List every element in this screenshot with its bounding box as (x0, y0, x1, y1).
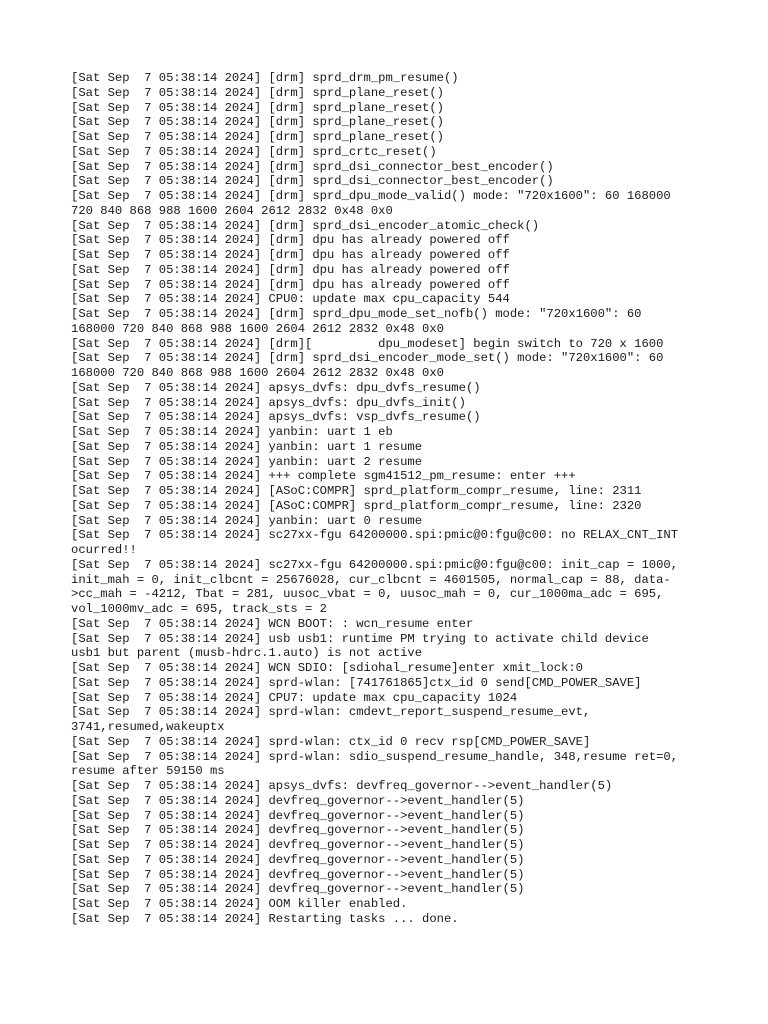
log-line: vol_1000mv_adc = 695, track_sts = 2 (71, 602, 327, 616)
log-line: [Sat Sep 7 05:38:14 2024] [drm] sprd_plane_reset() (71, 115, 444, 130)
log-line: [Sat Sep 7 05:38:14 2024] usb usb1: runtime PM trying to activate child device (71, 631, 649, 646)
log-line: [Sat Sep 7 05:38:14 2024] devfreq_governor-->event_handler(5) (71, 838, 525, 852)
log-line: [Sat Sep 7 05:38:14 2024] sc27xx-fgu 64200000.spi:pmic@0:fgu@c00: init_cap = 1000, (71, 557, 679, 572)
log-line: [Sat Sep 7 05:38:14 2024] yanbin: uart 2 resume (71, 454, 423, 469)
log-line: [Sat Sep 7 05:38:14 2024] devfreq_governor-->event_handler(5) (71, 882, 525, 897)
log-line: [Sat Sep 7 05:38:14 2024] sprd-wlan: [741761865]ctx_id 0 send[CMD_POWER_SAVE] (71, 675, 642, 690)
log-line: [Sat Sep 7 05:38:14 2024] [drm] sprd_dsi_connector_best_encoder() (71, 159, 554, 174)
log-line: [Sat Sep 7 05:38:14 2024] [drm] sprd_dpu_mode_set_nofb() mode: "720x1600": 60 (71, 307, 642, 321)
log-line: [Sat Sep 7 05:38:14 2024] devfreq_governor-->event_handler(5) (71, 793, 525, 808)
log-line: [Sat Sep 7 05:38:14 2024] [drm][ dpu_modeset] begin switch to 720 x 1600 (71, 336, 664, 351)
log-line: [Sat Sep 7 05:38:14 2024] devfreq_governor-->event_handler(5) (71, 852, 525, 867)
log-line: init_mah = 0, init_clbcnt = 25676028, cur_clbcnt = 4601505, normal_cap = 88, data- (71, 572, 671, 587)
log-line: [Sat Sep 7 05:38:14 2024] [drm] sprd_dsi_connector_best_encoder() (71, 174, 554, 189)
log-line: [Sat Sep 7 05:38:14 2024] apsys_dvfs: dpu_dvfs_resume() (71, 380, 481, 395)
log-line: [Sat Sep 7 05:38:14 2024] [drm] sprd_drm_pm_resume() (71, 71, 459, 85)
log-line: 3741,resumed,wakeuptx (71, 720, 225, 734)
log-line: [Sat Sep 7 05:38:14 2024] CPU7: update max cpu_capacity 1024 (71, 690, 518, 705)
log-line: [Sat Sep 7 05:38:14 2024] sprd-wlan: ctx_id 0 recv rsp[CMD_POWER_SAVE] (71, 734, 591, 749)
log-line: [Sat Sep 7 05:38:14 2024] [drm] sprd_dsi_encoder_atomic_check() (71, 218, 540, 233)
log-line: [Sat Sep 7 05:38:14 2024] WCN BOOT: : wcn_resume enter (71, 616, 474, 631)
log-line: [Sat Sep 7 05:38:14 2024] apsys_dvfs: devfreq_governor-->event_handler(5) (71, 779, 613, 793)
kernel-log (71, 71, 711, 927)
log-line: [Sat Sep 7 05:38:14 2024] sc27xx-fgu 64200000.spi:pmic@0:fgu@c00: no RELAX_CNT_INT (71, 528, 679, 543)
log-line: [Sat Sep 7 05:38:14 2024] Restarting tasks ... done. (71, 911, 459, 926)
log-line: [Sat Sep 7 05:38:14 2024] [drm] dpu has already powered off (71, 248, 510, 262)
log-line: 720 840 868 988 1600 2604 2612 2832 0x48 0x0 (71, 203, 393, 218)
log-line: [Sat Sep 7 05:38:14 2024] [drm] dpu has already powered off (71, 233, 510, 248)
log-line: [Sat Sep 7 05:38:14 2024] [drm] sprd_dsi_encoder_mode_set() mode: "720x1600": 60 (71, 351, 664, 366)
log-line: 168000 720 840 868 988 1600 2604 2612 2832 0x48 0x0 (71, 321, 444, 336)
log-line: [Sat Sep 7 05:38:14 2024] [drm] sprd_crtc_reset() (71, 144, 437, 159)
log-line: [Sat Sep 7 05:38:14 2024] devfreq_governor-->event_handler(5) (71, 808, 525, 823)
log-line: [Sat Sep 7 05:38:14 2024] OOM killer enabled. (71, 897, 408, 911)
log-line: [Sat Sep 7 05:38:14 2024] WCN SDIO: [sdiohal_resume]enter xmit_lock:0 (71, 661, 583, 675)
log-line: [Sat Sep 7 05:38:14 2024] sprd-wlan: cmdevt_report_suspend_resume_evt, (71, 705, 591, 720)
log-line: [Sat Sep 7 05:38:14 2024] [drm] sprd_plane_reset() (71, 100, 444, 115)
log-line: resume after 59150 ms (71, 764, 225, 779)
log-line: [Sat Sep 7 05:38:14 2024] [drm] dpu has already powered off (71, 277, 510, 292)
log-line: >cc_mah = -4212, Tbat = 281, uusoc_vbat = 0, uusoc_mah = 0, cur_1000ma_adc = 695, (71, 587, 664, 602)
log-line: ocurred!! (71, 543, 137, 557)
log-line: [Sat Sep 7 05:38:14 2024] apsys_dvfs: vsp_dvfs_resume() (71, 410, 481, 425)
log-line: [Sat Sep 7 05:38:14 2024] yanbin: uart 1 eb (71, 425, 393, 439)
log-line: [Sat Sep 7 05:38:14 2024] yanbin: uart 1 resume (71, 439, 423, 454)
log-line: [Sat Sep 7 05:38:14 2024] CPU0: update max cpu_capacity 544 (71, 292, 510, 307)
log-line: [Sat Sep 7 05:38:14 2024] yanbin: uart 0 resume (71, 513, 423, 528)
log-line: 168000 720 840 868 988 1600 2604 2612 2832 0x48 0x0 (71, 366, 444, 380)
log-line: [Sat Sep 7 05:38:14 2024] [ASoC:COMPR] sprd_platform_compr_resume, line: 2311 (71, 484, 642, 498)
log-line: [Sat Sep 7 05:38:14 2024] [ASoC:COMPR] sprd_platform_compr_resume, line: 2320 (71, 498, 642, 513)
log-line: [Sat Sep 7 05:38:14 2024] [drm] sprd_plane_reset() (71, 85, 444, 100)
log-line: [Sat Sep 7 05:38:14 2024] apsys_dvfs: dpu_dvfs_init() (71, 395, 466, 410)
log-line: [Sat Sep 7 05:38:14 2024] [drm] sprd_dpu_mode_valid() mode: "720x1600": 60 168000 (71, 189, 671, 203)
log-line: [Sat Sep 7 05:38:14 2024] [drm] dpu has already powered off (71, 262, 510, 277)
log-line: [Sat Sep 7 05:38:14 2024] devfreq_governor-->event_handler(5) (71, 823, 525, 838)
log-line: [Sat Sep 7 05:38:14 2024] [drm] sprd_plane_reset() (71, 130, 444, 144)
log-line: [Sat Sep 7 05:38:14 2024] +++ complete sgm41512_pm_resume: enter +++ (71, 469, 576, 484)
log-line: usb1 but parent (musb-hdrc.1.auto) is not active (71, 646, 423, 661)
log-line: [Sat Sep 7 05:38:14 2024] devfreq_governor-->event_handler(5) (71, 867, 525, 882)
log-line: [Sat Sep 7 05:38:14 2024] sprd-wlan: sdio_suspend_resume_handle, 348,resume ret=0, (71, 749, 679, 764)
